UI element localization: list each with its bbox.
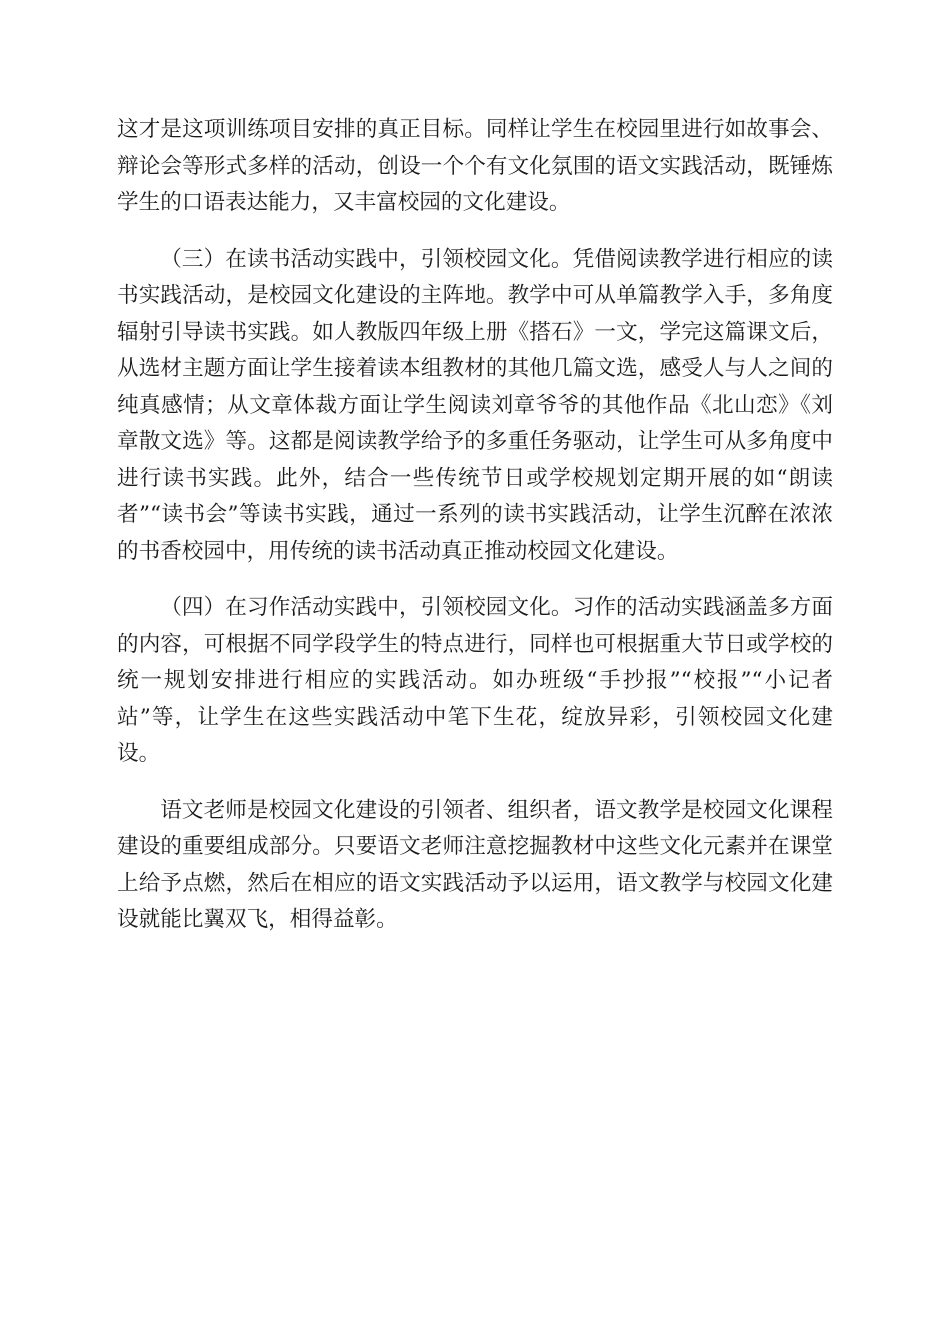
document-page xyxy=(117,112,833,959)
paragraph-writing-activity: （四）在习作活动实践中，引领校园文化。习作的活动实践涵盖多方面的内容，可根据不同学段学生的特点进行，同样也可根据重大节日或学校的统一规划安排进行相应的实践活动。如办班级“手抄报”“校报”“小记者站”等，让学生在这些实践活动中笔下生花，绽放异彩，引领校园文化建设。 xyxy=(117,595,833,766)
paragraph-conclusion: 语文老师是校园文化建设的引领者、组织者，语文教学是校园文化课程建设的重要组成部分。只要语文老师注意挖掘教材中这些文化元素并在课堂上给予点燃，然后在相应的语文实践活动予以运用，语文教学与校园文化建设就能比翼双飞，相得益彰。 xyxy=(117,797,833,932)
paragraph-continuation: 这才是这项训练项目安排的真正目标。同样让学生在校园里进行如故事会、辩论会等形式多样的活动，创设一个个有文化氛围的语文实践活动，既锤炼学生的口语表达能力，又丰富校园的文化建设。 xyxy=(117,117,833,215)
paragraph-reading-activity: （三）在读书活动实践中，引领校园文化。凭借阅读教学进行相应的读书实践活动，是校园文化建设的主阵地。教学中可从单篇教学入手，多角度辐射引导读书实践。如人教版四年级上册《搭石》一文，学完这篇课文后，从选材主题方面让学生接着读本组教材的其他几篇文选，感受人与人之间的纯真感情；从文章体裁方面让学生阅读刘章爷爷的其他作品《北山恋》《刘章散文选》等。这都是阅读教学给予的多重任务驱动，让学生可从多角度中进行读书实践。此外，结合一些传统节日或学校规划定期开展的如“朗读者”“读书会”等读书实践，通过一系列的读书实践活动，让学生沉醉在浓浓的书香校园中，用传统的读书活动真正推动校园文化建设。 xyxy=(117,246,833,564)
